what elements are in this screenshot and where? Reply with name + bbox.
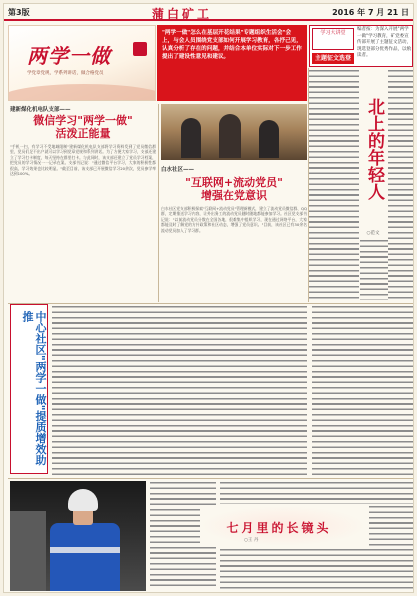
helmet-icon xyxy=(68,489,98,511)
reflective-stripe xyxy=(50,547,120,553)
callout-text: "两学一做"怎么在基层开花结果"专题组织生活会"会上，与会人员围绕党支部如何开展学习教育，各抒己见，认真分析了存在的问题，并结合本单位实际对下一步工作提出了建设性意见和建议。 xyxy=(162,30,302,60)
essay-column-header xyxy=(309,25,413,67)
essay-body-left xyxy=(309,70,359,300)
person-silhouette xyxy=(219,114,241,158)
vertical-headline: 中心社区"两学一做"提质增效助推 xyxy=(21,311,47,466)
person-silhouette xyxy=(259,120,279,158)
banner-wave-decoration xyxy=(8,84,156,101)
community-article-body xyxy=(52,306,307,476)
bottom-essay-body xyxy=(220,549,413,591)
essay-body-under-title xyxy=(360,240,388,300)
section-divider xyxy=(8,478,413,479)
page-number: 第3版 xyxy=(8,8,30,17)
bottom-essay-title: 七月里的长镜头 xyxy=(226,521,332,535)
essay-vertical-title: 北上的年轻人 xyxy=(364,98,384,200)
page-header xyxy=(4,4,414,21)
person-silhouette xyxy=(181,118,201,158)
banner-title: 两学一做 xyxy=(27,44,111,68)
essay-continued-body xyxy=(312,306,413,476)
seal-icon xyxy=(133,42,147,56)
newspaper-page xyxy=(3,3,414,593)
bottom-essay-top-body xyxy=(220,482,413,504)
article1-body: "手机一扫，有学习不受地域限制"建新煤化机电队支部将学习资料发到了党员微信群里，党员们足不出户就可以学习到党章党规和系列讲话。为了方便大家学习，支部还建立了学习打卡制度，每天坚持在群里打卡。与此同时，该支部还建立了党员学习档案，把党员的学习情况一一记录在案。支部书记说："通过微信平台学习，大家的积极性都很高，学习效果也比较明显。"截至目前，该支部已开展微信学习20余次，党员参学率达到100%。 xyxy=(10,144,156,177)
banner-subtitle: 学党章党规，学系列讲话，做合格党员 xyxy=(27,71,104,76)
article1-title: 微信学习"两学一做" 活泼正能量 xyxy=(33,114,133,140)
editor-note: 编者按：为深入开展"两学一做"学习教育，矿党委宣传部开展了主题征文活动，现选登部分优秀作品，以飨读者。 xyxy=(357,27,411,58)
column-divider xyxy=(158,104,159,302)
red-callout-box xyxy=(157,25,307,101)
machine-shape xyxy=(10,511,46,591)
essay-body-right xyxy=(388,70,413,300)
masthead-title: 蒲白矿工 xyxy=(152,7,213,21)
column-theme-label: 主题征文选登 xyxy=(312,53,354,64)
bottom-essay-author: ○王 丹 xyxy=(244,538,259,543)
section-divider xyxy=(8,303,413,304)
meeting-photo xyxy=(161,104,307,160)
theme-banner xyxy=(8,25,156,101)
bottom-essay-side-body xyxy=(369,506,413,546)
article2-body: 白水社区党支部积极探索"互联网+流动党员"管理新模式，建立了流动党员微信群、QQ群，定期推送学习内容，让外出务工的流动党员随时随地都能参加学习。社区党支部书记说："以前流动党员分散在全国各地，很难集中组织学习，现在通过网络平台，大家都能及时了解党的方针政策和社区动态，增强了党员意识。"目前，该社区已有30余名流动党员加入了学习群。 xyxy=(161,206,307,233)
article1-label: 建新煤化机电队支部—— xyxy=(10,107,71,113)
article2-title: "互联网+流动党员" 增强在党意识 xyxy=(185,176,283,202)
article2-label: 白水社区—— xyxy=(161,167,195,173)
essay-author: ○范文 xyxy=(366,231,380,236)
issue-date: 2016 年 7 月 21 日 xyxy=(332,8,409,17)
column-divider xyxy=(308,68,309,302)
vertical-headline-box xyxy=(10,304,48,474)
worker-body xyxy=(50,523,120,591)
worker-photo xyxy=(10,481,146,591)
column-box: 学习大讲堂 xyxy=(312,28,354,50)
